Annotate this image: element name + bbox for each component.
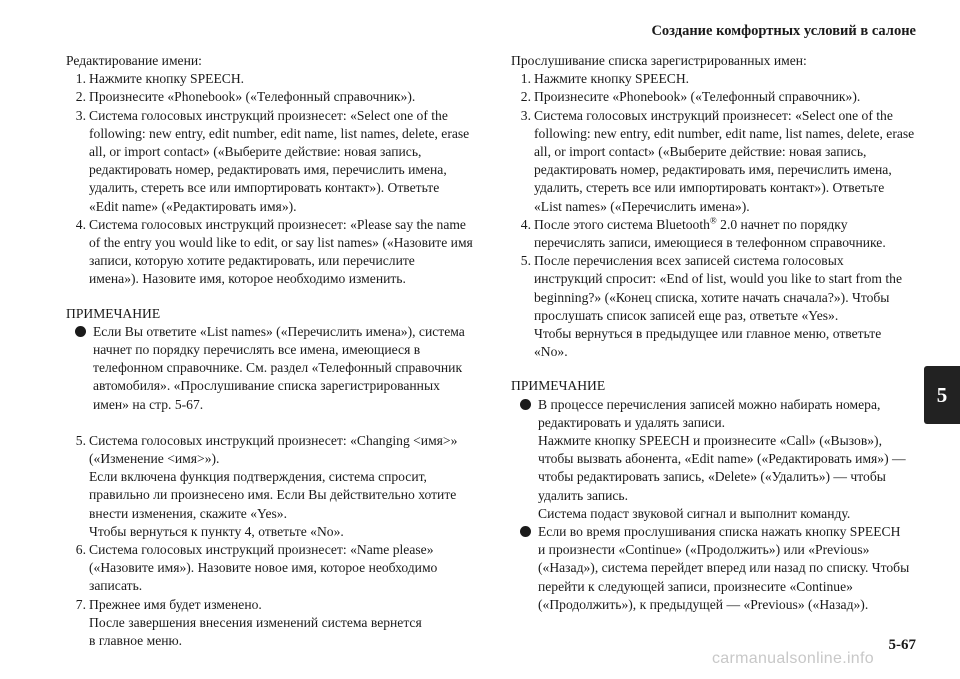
step-line: перечислять записи, имеющиеся в телефонном справочнике.	[534, 235, 886, 251]
section-intro-edit-name: Редактирование имени:	[66, 53, 202, 68]
note-line: Если Вы ответите «List names» («Перечислить имена»), система	[93, 323, 465, 339]
step-line: имена»). Назовите имя, которое необходимо изменить.	[89, 271, 406, 287]
step-number: 4.	[75, 216, 86, 232]
step-line: Прежнее имя будет изменено.	[89, 596, 262, 612]
step-item	[66, 432, 476, 541]
steps-list-continued	[66, 432, 476, 650]
note-bullet	[511, 523, 921, 614]
step-line: beginning?» («Конец списка, хотите начать сначала?»). Чтобы	[534, 289, 890, 305]
step-number: 4.	[520, 216, 531, 232]
step-line: Система голосовых инструкций произнесет: «Please say the name	[89, 216, 466, 232]
note-line: автомобиля». «Прослушивание списка зарегистрированных	[93, 378, 440, 394]
step-line: Чтобы вернуться в предыдущее или главное меню, ответьте	[534, 326, 882, 342]
note-line: и произнести «Continue» («Продолжить») или «Previous»	[538, 542, 870, 558]
step-line: Система голосовых инструкций произнесет: «Changing <имя>»	[89, 432, 458, 448]
note-bullet	[511, 396, 921, 523]
note-line: перейти к следующей записи, произнесите «Continue»	[538, 578, 853, 594]
note-line: («Продолжить»), к предыдущей — «Previous» («Назад»).	[538, 596, 869, 612]
step-line: following: new entry, edit number, edit name, list names, delete, erase	[534, 125, 915, 141]
step-line: редактировать номер, редактировать имя, перечислить имена,	[534, 162, 892, 178]
page-number: 5-67	[888, 637, 916, 653]
bullet-icon	[520, 526, 531, 537]
step-line: Система голосовых инструкций произнесет: «Select one of the	[89, 107, 448, 123]
step-line: удалить, стереть все или импортировать контакт»). Ответьте	[89, 180, 440, 196]
step-line: Произнесите «Phonebook» («Телефонный справочник»).	[89, 89, 416, 105]
step-item	[66, 541, 476, 596]
step-item	[511, 216, 921, 252]
step-line: записи, которую хотите редактировать, или перечислите	[89, 253, 415, 269]
note-line: чтобы вызвать абонента, «Edit name» («Редактировать имя») —	[538, 451, 906, 467]
step-line: «No».	[534, 344, 568, 360]
step-line: Чтобы вернуться к пункту 4, ответьте «No».	[89, 523, 344, 539]
note-line: редактировать и удалять записи.	[538, 414, 726, 430]
step-number: 3.	[75, 107, 86, 123]
step-number: 2.	[520, 89, 531, 105]
step-line: Система голосовых инструкций произнесет: «Select one of the	[534, 107, 893, 123]
registered-mark: ®	[709, 215, 717, 226]
note-title: ПРИМЕЧАНИЕ	[511, 378, 606, 394]
note-line: Нажмите кнопку SPEECH и произнесите «Call» («Вызов»),	[538, 433, 882, 449]
step-line: («Изменение <имя>»).	[89, 451, 220, 467]
chapter-tab: 5	[924, 366, 960, 424]
steps-list	[66, 70, 476, 288]
step-line: of the entry you would like to edit, or say list names» («Назовите имя	[89, 235, 473, 251]
step-number: 1.	[75, 71, 86, 87]
step-line: all, or import contact» («Выберите действие: новая запись,	[89, 144, 422, 160]
note-line: Система подаст звуковой сигнал и выполнит команду.	[538, 505, 851, 521]
note-bullet	[66, 323, 476, 414]
step-number: 2.	[75, 89, 86, 105]
step-number: 3.	[520, 107, 531, 123]
note-line: Если во время прослушивания списка нажать кнопку SPEECH	[538, 524, 901, 540]
bullet-icon	[75, 326, 86, 337]
step-item	[66, 70, 476, 88]
step-item	[66, 596, 476, 651]
step-number: 1.	[520, 71, 531, 87]
note-line: В процессе перечисления записей можно набирать номера,	[538, 396, 881, 412]
watermark: carmanualsonline.info	[712, 650, 874, 667]
step-line: («Назовите имя»). Назовите новое имя, которое необходимо	[89, 560, 438, 576]
right-column	[511, 52, 921, 614]
steps-list	[511, 70, 921, 361]
step-line: «List names» («Перечислить имена»).	[534, 198, 750, 214]
section-intro-list-names: Прослушивание списка зарегистрированных имен:	[511, 53, 807, 68]
note-line: удалить запись.	[538, 487, 629, 503]
step-item	[511, 107, 921, 216]
step-line: записать.	[89, 578, 143, 594]
step-line: правильно ли произнесено имя. Если Вы действительно хотите	[89, 487, 457, 503]
left-column	[66, 52, 476, 650]
step-line: После завершения внесения изменений система вернется	[89, 614, 422, 630]
step-item	[66, 107, 476, 216]
step-number: 6.	[75, 542, 86, 558]
bullet-icon	[520, 399, 531, 410]
page-header-title: Создание комфортных условий в салоне	[651, 23, 916, 39]
step-line: внести изменения, скажите «Yes».	[89, 505, 287, 521]
step-item	[511, 88, 921, 106]
note-line: чтобы редактировать запись, «Delete» («Удалить») — чтобы	[538, 469, 886, 485]
step-line: Нажмите кнопку SPEECH.	[89, 71, 245, 87]
step-line: «Edit name» («Редактировать имя»).	[89, 198, 297, 214]
step-line: all, or import contact» («Выберите действие: новая запись,	[534, 144, 867, 160]
step-text: После этого система Bluetooth	[534, 216, 710, 232]
step-line	[534, 216, 921, 234]
step-item	[511, 70, 921, 88]
note-line: имен» на стр. 5-67.	[93, 396, 204, 412]
step-number: 7.	[75, 596, 86, 612]
step-line: following: new entry, edit number, edit name, list names, delete, erase	[89, 125, 470, 141]
note-line: начнет по порядку перечислять все имена, имеющиеся в	[93, 342, 421, 358]
note-title: ПРИМЕЧАНИЕ	[66, 305, 161, 321]
step-item	[66, 216, 476, 289]
step-line: прослушать список записей еще раз, ответьте «Yes».	[534, 307, 839, 323]
step-line: После перечисления всех записей система голосовых	[534, 253, 844, 269]
note-line: («Назад»), система перейдет вперед или назад по списку. Чтобы	[538, 560, 910, 576]
step-line: инструкций спросит: «End of list, would you like to start from the	[534, 271, 902, 287]
step-line: Произнесите «Phonebook» («Телефонный справочник»).	[534, 89, 861, 105]
step-number: 5.	[520, 253, 531, 269]
step-text: 2.0 начнет по порядку	[716, 216, 848, 232]
step-line: редактировать номер, редактировать имя, перечислить имена,	[89, 162, 447, 178]
step-number: 5.	[75, 432, 86, 448]
step-line: Система голосовых инструкций произнесет: «Name please»	[89, 542, 434, 558]
step-line: Нажмите кнопку SPEECH.	[534, 71, 690, 87]
note-line: телефонном справочнике. См. раздел «Телефонный справочник	[93, 360, 463, 376]
step-item	[66, 88, 476, 106]
step-line: в главное меню.	[89, 633, 183, 649]
step-item	[511, 252, 921, 361]
step-line: Если включена функция подтверждения, система спросит,	[89, 469, 427, 485]
step-line: удалить, стереть все или импортировать контакт»). Ответьте	[534, 180, 885, 196]
